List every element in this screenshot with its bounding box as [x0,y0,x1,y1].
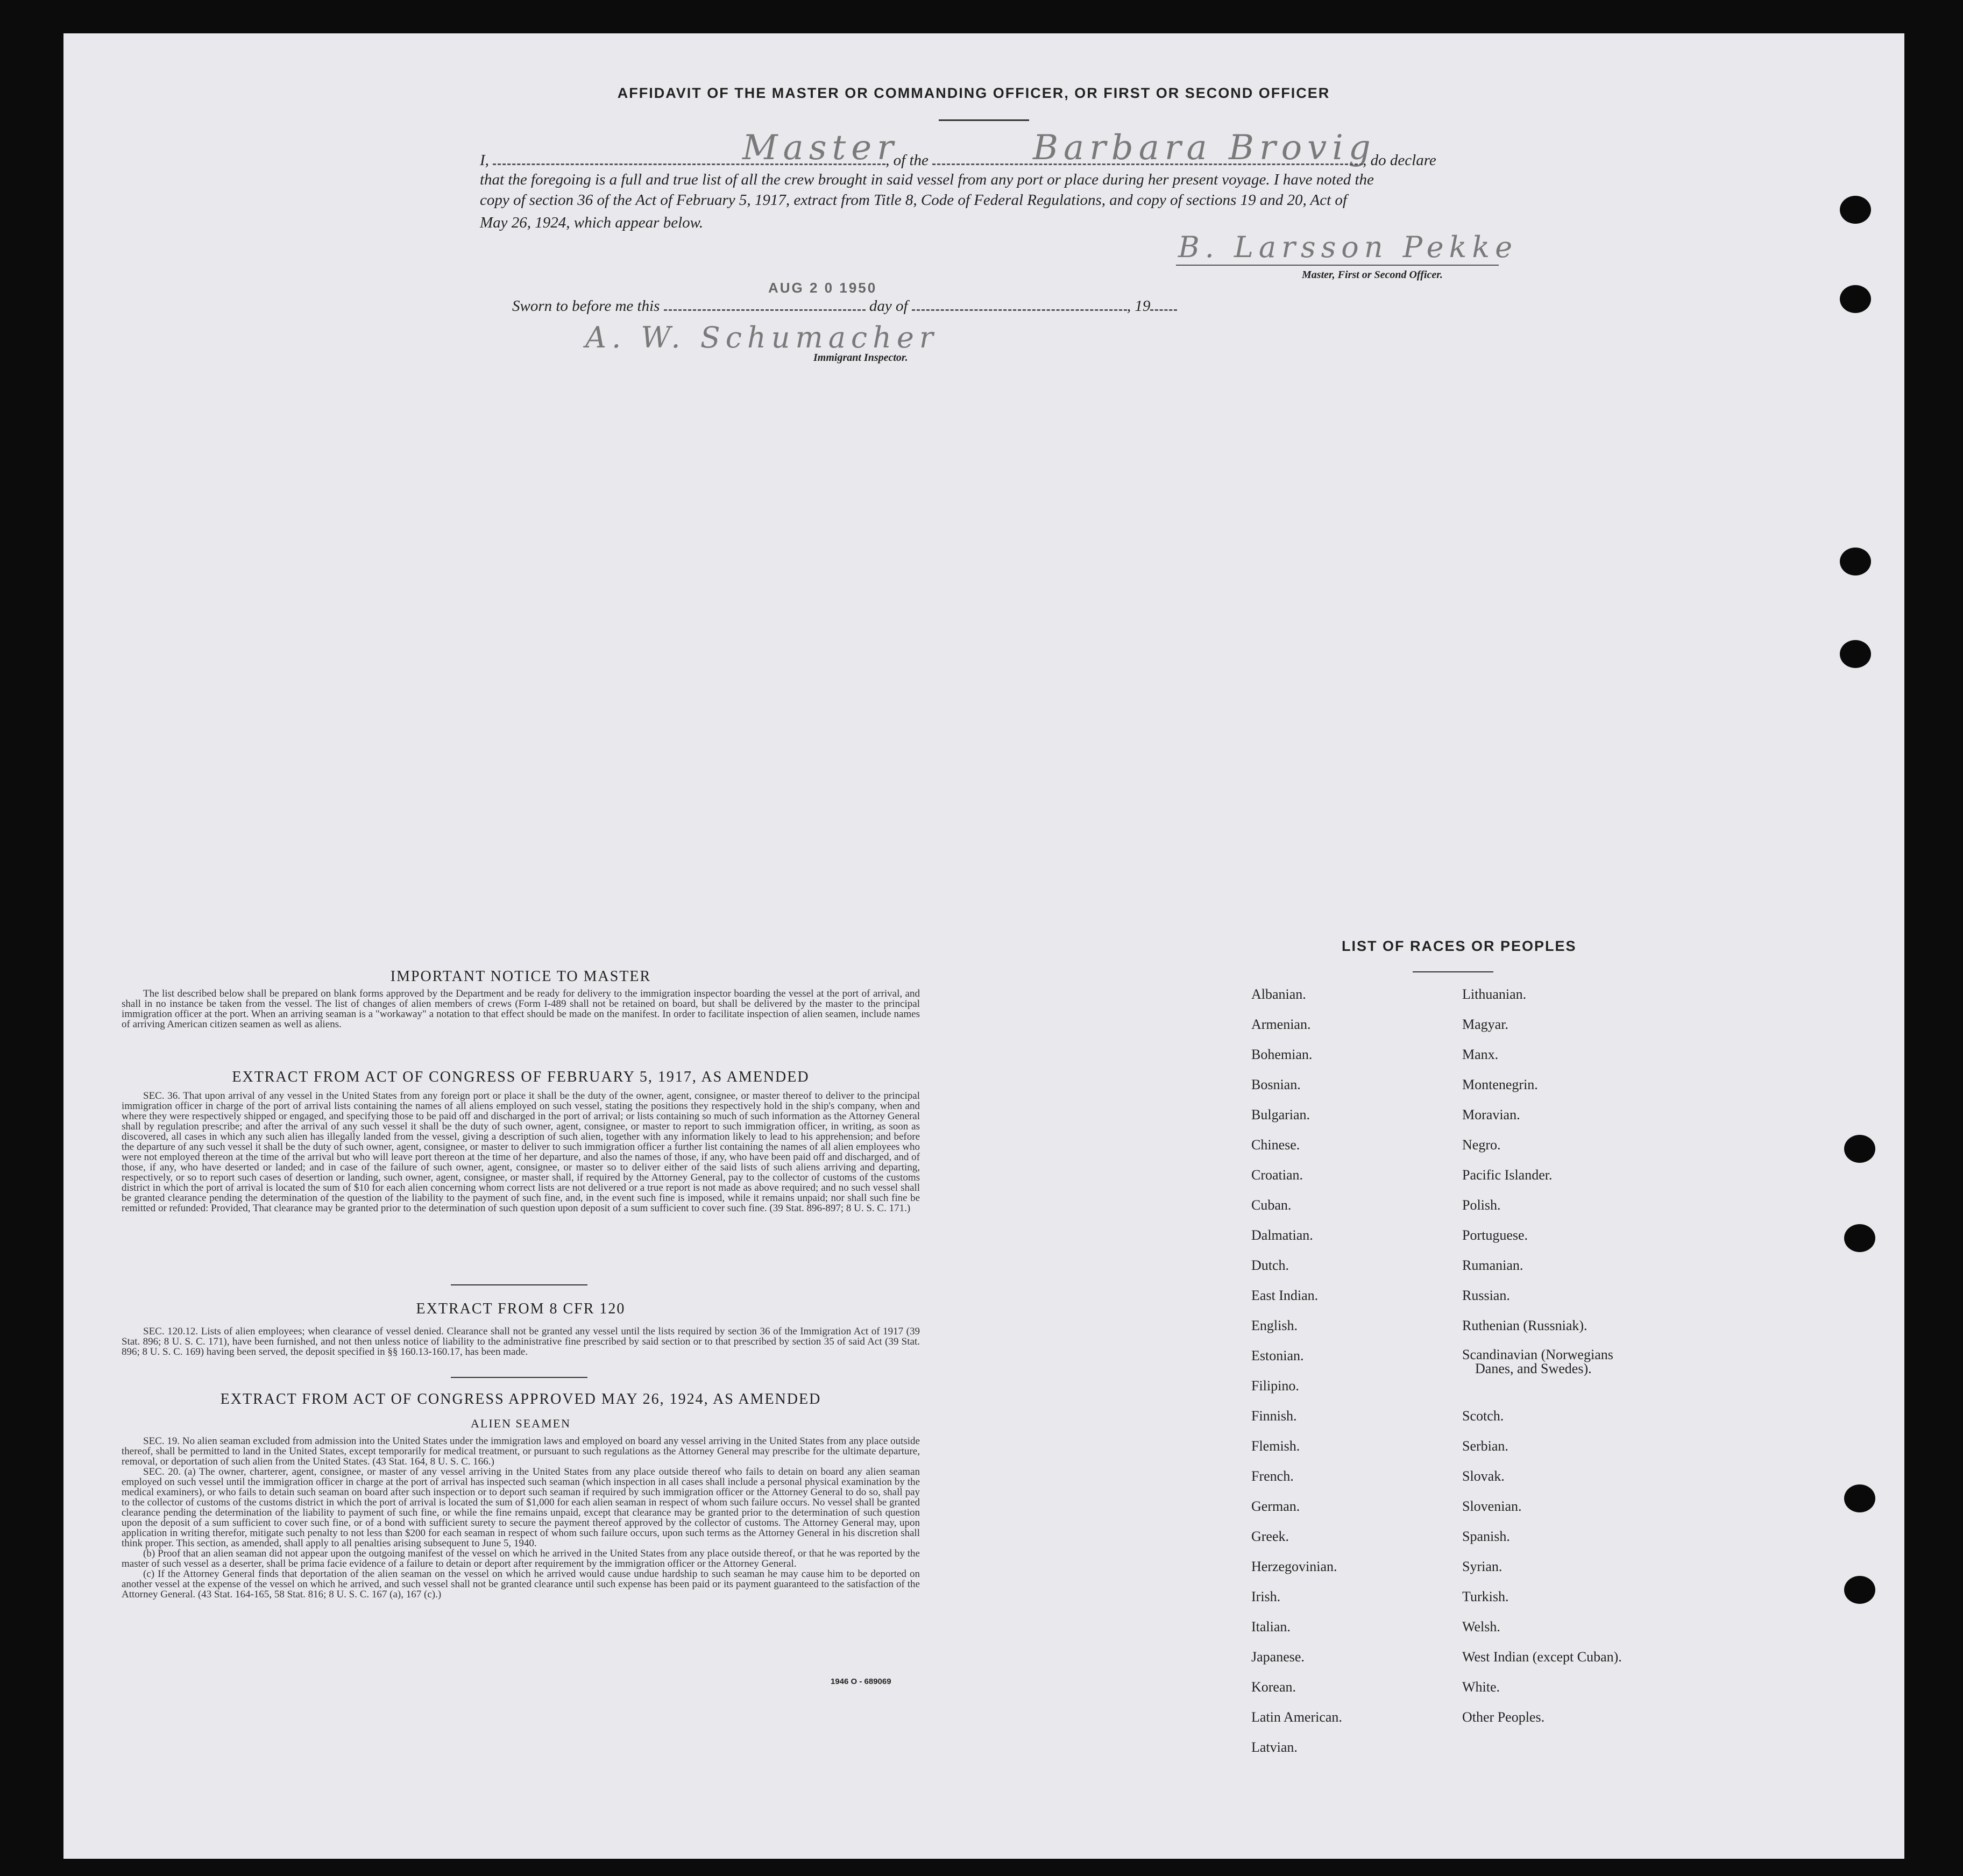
race-list-item: Chinese. [1251,1137,1300,1153]
extract-1924-body [122,1436,920,1600]
extract-8cfr-body [122,1326,920,1357]
inspector-caption: Immigrant Inspector. [813,352,908,364]
year-prefix: , 19 [1126,297,1151,315]
handwritten-vessel: Barbara Brovig [1033,128,1376,168]
race-list-item: Cuban. [1251,1197,1292,1213]
date-stamp: AUG 2 0 1950 [768,280,877,296]
race-list-item: Irish. [1251,1589,1281,1604]
notice-title: IMPORTANT NOTICE TO MASTER [390,968,651,985]
sworn-line [512,293,1265,315]
sworn-year-field [1150,293,1177,311]
race-list-item: Korean. [1251,1679,1296,1695]
race-list-item: Dalmatian. [1251,1227,1313,1243]
extract-1917-title: EXTRACT FROM ACT OF CONGRESS OF FEBRUARY 5, 1917, AS AMENDED [232,1069,810,1085]
race-list-item: Herzegovinian. [1251,1559,1337,1574]
extract-1917-body [122,1091,920,1213]
extract-8cfr-title: EXTRACT FROM 8 CFR 120 [416,1301,626,1317]
notice-body [122,989,920,1029]
race-list-item: Montenegrin. [1462,1077,1538,1092]
race-list-item: Estonian. [1251,1348,1304,1363]
race-list-item: West Indian (except Cuban). [1462,1649,1622,1665]
race-list-item: White. [1462,1679,1500,1695]
race-list-item: Lithuanian. [1462,986,1527,1002]
race-list-item: Italian. [1251,1619,1291,1635]
race-list-item: Bosnian. [1251,1077,1301,1092]
race-list-item: Bohemian. [1251,1047,1313,1062]
races-title: LIST OF RACES OR PEOPLES [1342,938,1577,954]
affidavit-line-2: that the foregoing is a full and true list of all the crew brought in said vessel from any port or place during her present voyage. I have noted the [480,171,1374,188]
race-list-item: Latvian. [1251,1739,1298,1755]
binder-hole [1840,548,1871,575]
race-list-item: Other Peoples. [1462,1709,1545,1725]
race-list-item: Rumanian. [1462,1257,1523,1273]
race-list-item: Magyar. [1462,1017,1508,1032]
race-list-item: Negro. [1462,1137,1501,1153]
race-list-item: English. [1251,1318,1298,1333]
master-signature: B. Larsson Pekke [1178,230,1518,264]
race-list-item: Slovenian. [1462,1498,1522,1514]
race-list-item: Polish. [1462,1197,1501,1213]
section-36-paragraph: SEC. 36. That upon arrival of any vessel in the United States from any foreign port or place it shall be the duty of the owner, agent, consignee, or master thereof to deliver to the principal immigration officer in charge of the port of arrival lists containing the names of all aliens employed on such vessel, stating the positions they respectively hold in the ship's company, when and where they were respectively shipped or engaged, and specifying those to be paid off and discharged in the port of arrival; or lists containing so much of such information as the Attorney General shall by regulation prescribe; and after the arrival of any such vessel it shall be the duty of such owner, agent, consignee, or master to report to such immigration officer, in writing, as soon as discovered, all cases in which any such alien has illegally landed from the vessel, giving a description of such alien, together with any information likely to lead to his apprehension; and before the departure of any such vessel it shall be the duty of such owner, agent, consignee, or master to deliver to such immigration officer a further list containing the names of all alien employees who were not employed thereon at the time of the arrival but who will leave port thereon at the time of her departure, and also the names of those, if any, who have been paid off and discharged, and of those, if any, who have deserted or landed; and in case of the failure of such owner, agent, consignee, or master so to deliver either of the said lists of such aliens arriving and departing, respectively, or so to report such cases of desertion or landing, such owner, agent, consignee, or master shall, if required by the Attorney General, pay to the collector of customs of the customs district in which the port of arrival is located the sum of $10 for each alien concerning whom correct lists are not delivered or a true report is not made as above required; and no such vessel shall be granted clearance pending the determination of the question of the liability to the payment of such fine, and, in the event such fine is imposed, while it remains unpaid; nor shall such fine be remitted or refunded: Provided, That clearance may be granted prior to the determination of such question upon deposit of a sum sufficient to cover such fine. (39 Stat. 896-897; 8 U. S. C. 171.) [122,1090,920,1214]
printer-mark: 1946 O - 689069 [831,1677,891,1686]
binder-hole [1844,1224,1875,1252]
race-list-item: Flemish. [1251,1438,1300,1454]
race-list-item: Turkish. [1462,1589,1509,1604]
race-list-item: East Indian. [1251,1288,1319,1303]
race-list-item: Albanian. [1251,986,1306,1002]
affidavit-of-the: , of the [885,152,929,169]
race-list-item: Pacific Islander. [1462,1167,1553,1183]
race-list-item: Latin American. [1251,1709,1342,1725]
notice-paragraph: The list described below shall be prepared on blank forms approved by the Department and be ready for delivery to the immigration inspector boarding the vessel at the port of arrival, and shall in no instance be taken from the vessel. The list of changes of alien members of crews (Form I-489 shall not be retained on board, but shall be delivered by the master to the principal immigration officer at the port. When an arriving seaman is a "workaway" a notation to that effect should be made on the manifest. In order to facilitate inspection of alien seamen, include names of arriving American citizen seamen as well as aliens. [122,988,920,1030]
section-divider [451,1377,587,1378]
binder-hole [1840,196,1871,224]
binder-hole [1840,285,1871,313]
race-list-item: Bulgarian. [1251,1107,1310,1122]
alien-seamen-subtitle: ALIEN SEAMEN [471,1417,571,1430]
race-list-item: Syrian. [1462,1559,1503,1574]
races-divider [1413,971,1493,972]
race-list-item: Ruthenian (Russniak). [1462,1318,1588,1333]
section-20a-paragraph: SEC. 20. (a) The owner, charterer, agent, consignee, or master of any vessel arriving in the United States from any place outside thereof who fails to detain on board any alien seaman employed on such vessel until the immigration officer in charge at the port of arrival has inspected such seaman (which inspection in all cases shall include a personal physical examination by the medical examiners), or who fails to detain such seaman on board after such inspection or to deport such seaman if required by such immigration officer or the Attorney General to do so, shall pay to the collector of customs of the customs district in which the port of arrival is located the sum of $1,000 for each alien seaman in respect of whom such failure occurs. No vessel shall be granted clearance pending the determination of the liability to payment of such fine, or while the fine remains unpaid, except that clearance may be granted prior to the determination of such question upon the deposit of a sum sufficient to cover such fine, or of a bond with sufficient surety to secure the payment thereof approved by the collector of customs. The Attorney General may, upon application in writing therefor, mitigate such penalty to not less than $200 for each seaman in respect of whom such failure occurs, upon such terms as the Attorney General in his discretion shall think proper. This section, as amended, shall apply to all penalties arising subsequent to June 5, 1940. [122,1466,920,1549]
race-list-item: Spanish. [1462,1529,1510,1544]
race-list-item: Dutch. [1251,1257,1289,1273]
race-list-item: Japanese. [1251,1649,1305,1665]
section-20b-paragraph: (b) Proof that an alien seaman did not appear upon the outgoing manifest of the vessel on which he arrived in the United States from any place outside thereof, or that he was reported by the master of such vessel as a deserter, shall be prima facie evidence of a failure to detain or deport after requirement by the immigration officer or the Attorney General. [122,1548,920,1569]
signature-line [1176,265,1499,266]
race-list-item: Scandinavian (Norwegians Danes, and Swedes). [1462,1347,1613,1376]
section-120-paragraph: SEC. 120.12. Lists of alien employees; when clearance of vessel denied. Clearance shall not be granted any vessel until the lists required by section 36 of the Immigration Act of 1917 (39 Stat. 896; 8 U. S. C. 171), have been furnished, and not then unless notice of liability to the administrative fine prescribed by said section or to that prescribed by section 35 of said Act (39 Stat. 896; 8 U. S. C. 169) having been served, the deposit specified in §§ 160.13-160.17, has been made. [122,1326,920,1358]
handwritten-role: Master [742,128,899,168]
race-list-item: Croatian. [1251,1167,1303,1183]
race-list-item: Finnish. [1251,1408,1297,1424]
race-list-item: Greek. [1251,1529,1289,1544]
sworn-month-field [912,293,1127,311]
section-19-paragraph: SEC. 19. No alien seaman excluded from admission into the United States under the immigration laws and employed on board any vessel arriving in the United States from any place outside thereof, shall be permitted to land in the United States, except temporarily for medical treatment, or pursuant to such regulations as the Attorney General may prescribe for the ultimate departure, removal, or deportation of such alien from the United States. (43 Stat. 164, 8 U. S. C. 166.) [122,1436,920,1467]
race-list-item: Portuguese. [1462,1227,1528,1243]
section-20c-paragraph: (c) If the Attorney General finds that deportation of the alien seaman on the vessel on which he arrived would cause undue hardship to such seaman he may cause him to be deported on another vessel at the expense of the vessel on which he arrived, and such vessel shall not be granted clearance until such expense has been paid or its payment guaranteed to the satisfaction of the Attorney General. (43 Stat. 164-165, 58 Stat. 816; 8 U. S. C. 167 (a), 167 (c).) [122,1568,920,1600]
affidavit-line-4: May 26, 1924, which appear below. [480,214,704,231]
race-list-item: Armenian. [1251,1017,1311,1032]
inspector-signature: A. W. Schumacher [585,321,939,354]
race-list-item: Moravian. [1462,1107,1520,1122]
affidavit-declare: , do declare [1363,152,1436,169]
race-list-item: French. [1251,1468,1294,1484]
binder-hole [1844,1576,1875,1604]
affidavit-title: AFFIDAVIT OF THE MASTER OR COMMANDING OFFICER, OR FIRST OR SECOND OFFICER [617,85,1330,101]
race-list-item: Manx. [1462,1047,1499,1062]
signature-caption: Master, First or Second Officer. [1302,269,1443,281]
binder-hole [1844,1135,1875,1163]
extract-1924-title: EXTRACT FROM ACT OF CONGRESS APPROVED MAY 26, 1924, AS AMENDED [220,1391,821,1408]
race-list-item: Serbian. [1462,1438,1508,1454]
day-of-label: day of [869,297,908,315]
race-list-item: Scotch. [1462,1408,1504,1424]
sworn-prefix: Sworn to before me this [512,297,660,315]
race-list-item: Slovak. [1462,1468,1505,1484]
title-divider [939,119,1029,121]
binder-hole [1844,1484,1875,1512]
binder-hole [1840,640,1871,668]
race-list-item: Russian. [1462,1288,1510,1303]
race-list-item: Filipino. [1251,1378,1299,1394]
race-list-item: German. [1251,1498,1300,1514]
section-divider [451,1284,587,1285]
affidavit-line-3: copy of section 36 of the Act of February 5, 1917, extract from Title 8, Code of Federal Regulations, and copy of sections 19 and 20, Act of [480,191,1347,209]
affidavit-i: I, [480,152,489,169]
race-list-item: Welsh. [1462,1619,1500,1635]
